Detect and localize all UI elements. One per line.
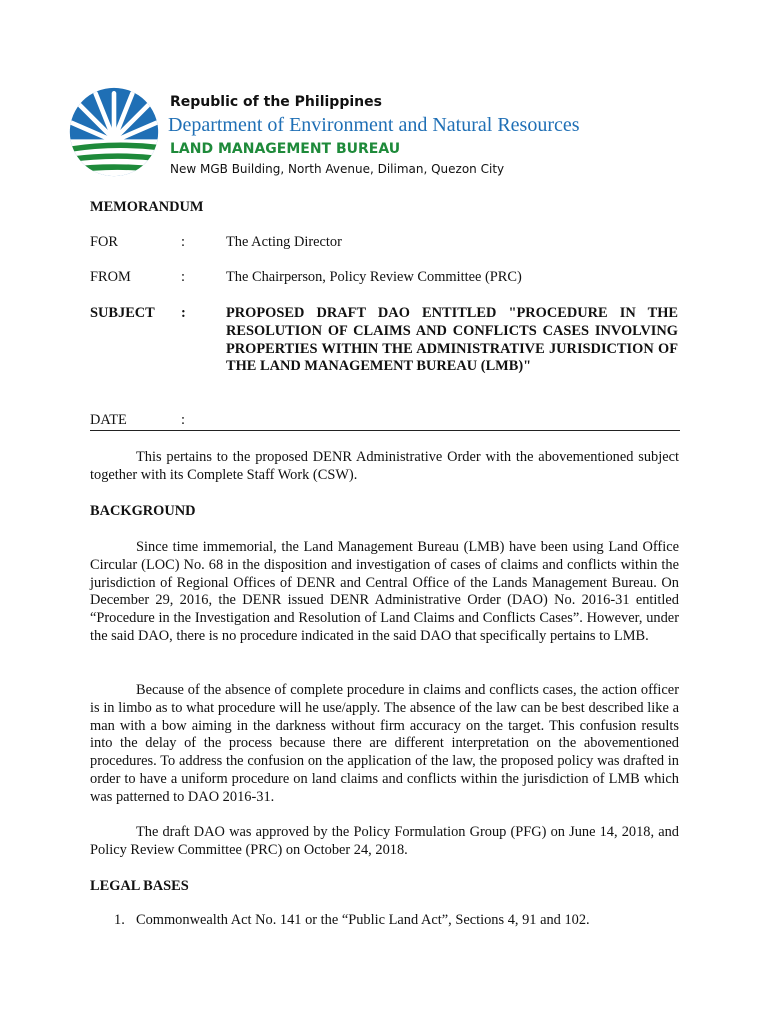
from-label: FROM xyxy=(90,269,131,285)
date-label: DATE xyxy=(90,412,127,428)
for-label: FOR xyxy=(90,234,118,250)
letterhead-address: New MGB Building, North Avenue, Diliman, Quezon City xyxy=(170,162,505,176)
intro-paragraph: This pertains to the proposed DENR Administrative Order with the abovementioned subject together with its Complete Staff Work (CSW). xyxy=(90,449,679,483)
subject-label: SUBJECT xyxy=(90,305,155,321)
list-item-text: Commonwealth Act No. 141 or the “Public Land Act”, Sections 4, 91 and 102. xyxy=(136,912,590,928)
header-divider xyxy=(90,430,680,431)
denr-logo xyxy=(68,86,160,178)
subject-value: PROPOSED DRAFT DAO ENTITLED "PROCEDURE IN THE RESOLUTION OF CLAIMS AND CONFLICTS CASES INVOLVING PROPERTIES WITHIN THE ADMINISTRATIVE JURISDICTION OF THE LAND MANAGEMENT BUREAU (LMB)" xyxy=(226,305,678,375)
background-heading: BACKGROUND xyxy=(90,503,196,519)
date-colon: : xyxy=(181,412,185,428)
subject-colon: : xyxy=(181,305,186,321)
list-item xyxy=(114,912,590,929)
from-colon: : xyxy=(181,269,185,285)
for-value: The Acting Director xyxy=(226,234,342,250)
letterhead-bureau: LAND MANAGEMENT BUREAU xyxy=(170,141,401,157)
background-paragraph-2: Because of the absence of complete procedure in claims and conflicts cases, the action officer is in limbo as to what procedure will he use/apply. The absence of the law can be best described like a man with a bow aiming in the darkness without firm accuracy on the target. This confusion results into the delay of the process because there are different interpretation on the abovementioned procedures. To address the confusion on the application of the law, the proposed policy was drafted in order to have a uniform procedure on land claims and conflicts within the jurisdiction of LMB which was patterned to DAO 2016-31. xyxy=(90,682,679,805)
background-paragraph-1: Since time immemorial, the Land Management Bureau (LMB) have been using Land Office Circular (LOC) No. 68 in the disposition and investigation of cases of claims and conflicts within the jurisdiction of Regional Offices of DENR and Central Office of the Lands Management Bureau. On December 29, 2016, the DENR issued DENR Administrative Order (DAO) No. 2016-31 entitled “Procedure in the Investigation and Resolution of Land Claims and Conflicts Cases”. However, under the said DAO, there is no procedure indicated in the said DAO that specifically pertains to LMB. xyxy=(90,539,679,644)
background-paragraph-3: The draft DAO was approved by the Policy Formulation Group (PFG) on June 14, 2018, and Policy Review Committee (PRC) on October 24, 2018. xyxy=(90,824,679,858)
memo-title: MEMORANDUM xyxy=(90,199,204,215)
legal-bases-heading: LEGAL BASES xyxy=(90,878,189,894)
letterhead-republic: Republic of the Philippines xyxy=(170,94,382,110)
from-value: The Chairperson, Policy Review Committee (PRC) xyxy=(226,269,522,285)
for-colon: : xyxy=(181,234,185,250)
letterhead-department: Department of Environment and Natural Resources xyxy=(168,114,580,136)
list-item-number: 1. xyxy=(114,912,125,928)
